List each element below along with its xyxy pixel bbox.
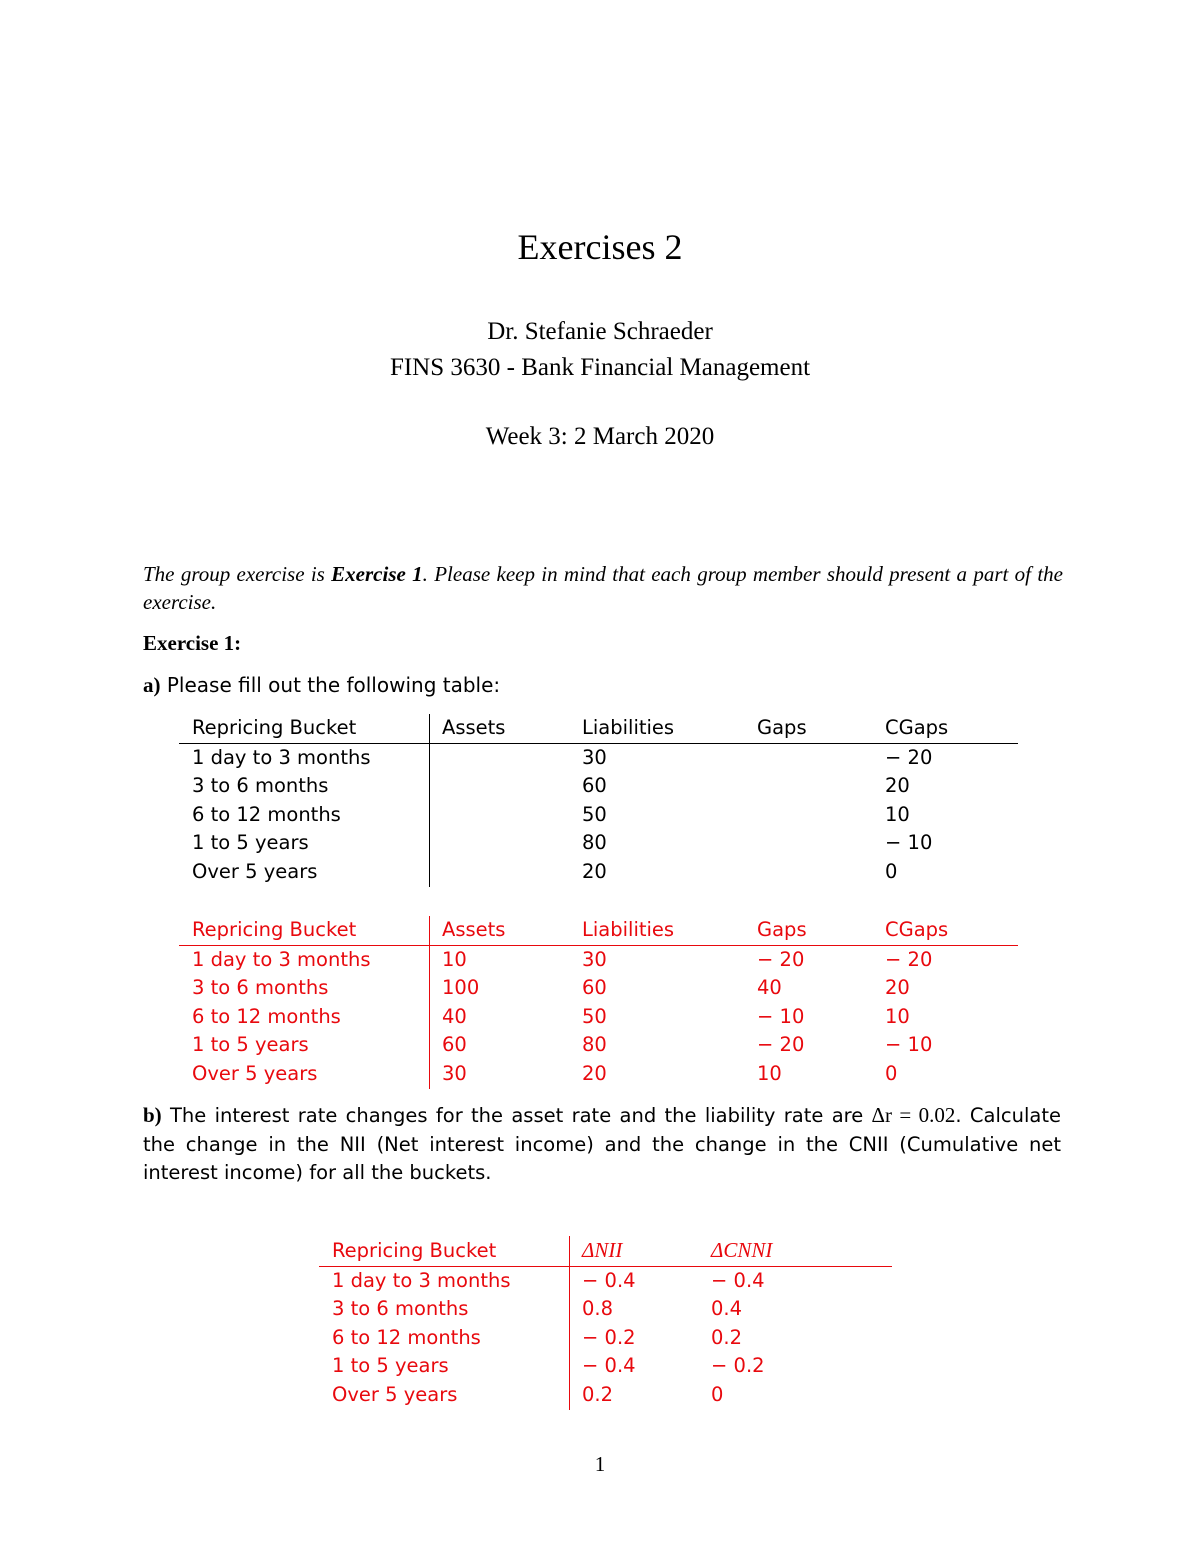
cell-cgaps: 0	[885, 1061, 898, 1085]
cell-repricing-bucket: 6 to 12 months	[319, 1324, 570, 1353]
cell-gaps: − 10	[757, 1004, 805, 1028]
table-header-row	[179, 916, 1018, 945]
cell-cgaps: − 10	[885, 831, 933, 855]
table-row	[319, 1266, 892, 1295]
cell-liabilities: 50	[582, 802, 607, 826]
cell-gaps: − 20	[757, 947, 805, 971]
cell-liabilities: 80	[582, 1033, 607, 1057]
cell-cgaps: − 20	[885, 745, 933, 769]
table-row	[179, 772, 1018, 801]
cell-liabilities: 30	[582, 745, 607, 769]
part-b-formula: Δr = 0.02	[871, 1103, 956, 1127]
header-assets: Assets	[430, 714, 583, 743]
cell-repricing-bucket: 1 day to 3 months	[179, 945, 430, 974]
table-row	[179, 974, 1018, 1003]
cell-repricing-bucket: Over 5 years	[179, 858, 430, 887]
page-number: 1	[594, 1452, 606, 1476]
cell-repricing-bucket: 1 to 5 years	[319, 1352, 570, 1381]
cell-gaps	[757, 858, 885, 887]
document-title: Exercises 2	[517, 227, 683, 267]
header-gaps: Gaps	[757, 714, 885, 743]
cell-cgaps: 10	[885, 1004, 910, 1028]
part-b-text-before: The interest rate changes for the asset rate and the liability rate are	[161, 1104, 872, 1127]
cell-repricing-bucket: 1 to 5 years	[179, 829, 430, 858]
table-header-row	[319, 1236, 892, 1266]
cell-delta-nii: 0.2	[582, 1382, 614, 1406]
cell-liabilities: 30	[582, 947, 607, 971]
cell-delta-nii: − 0.4	[582, 1354, 636, 1378]
part-b-label: b)	[143, 1103, 162, 1127]
cell-assets	[430, 801, 583, 830]
header-gaps: Gaps	[757, 916, 885, 945]
cell-delta-cnni: 0.4	[711, 1297, 743, 1321]
cell-repricing-bucket: 1 day to 3 months	[179, 743, 430, 772]
cell-assets: 40	[442, 1004, 467, 1028]
nii-solution-table	[319, 1236, 892, 1410]
part-b-prompt	[143, 1101, 1061, 1188]
author-name: Dr. Stefanie Schraeder	[487, 318, 713, 345]
header-assets: Assets	[430, 916, 583, 945]
cell-assets	[430, 772, 583, 801]
header-delta-nii: ΔNII	[582, 1238, 623, 1262]
cell-cgaps: − 10	[885, 1033, 933, 1057]
cell-assets: 60	[442, 1033, 467, 1057]
intro-text-bold: Exercise 1	[331, 562, 423, 586]
cell-delta-cnni: − 0.2	[711, 1354, 765, 1378]
cell-delta-cnni: 0	[711, 1382, 724, 1406]
cell-cgaps: 20	[885, 774, 910, 798]
cell-liabilities: 60	[582, 774, 607, 798]
table-row	[179, 945, 1018, 974]
cell-liabilities: 50	[582, 1004, 607, 1028]
cell-liabilities: 20	[582, 1061, 607, 1085]
intro-text-before: The group exercise is	[143, 562, 332, 586]
cell-repricing-bucket: 1 to 5 years	[179, 1031, 430, 1060]
table-row	[319, 1324, 892, 1353]
course-name: FINS 3630 - Bank Financial Management	[389, 354, 811, 381]
cell-delta-cnni: − 0.4	[711, 1268, 765, 1292]
table-row	[179, 1060, 1018, 1089]
cell-repricing-bucket: 3 to 6 months	[319, 1295, 570, 1324]
cell-liabilities: 60	[582, 976, 607, 1000]
part-a-prompt	[143, 673, 500, 698]
cell-repricing-bucket: 3 to 6 months	[179, 772, 430, 801]
table-row	[179, 801, 1018, 830]
table-row	[319, 1381, 892, 1410]
cell-assets	[430, 858, 583, 887]
cell-delta-nii: 0.8	[582, 1297, 614, 1321]
intro-paragraph	[143, 560, 1063, 616]
cell-repricing-bucket: 3 to 6 months	[179, 974, 430, 1003]
repricing-gap-question-table	[179, 714, 1018, 887]
header-repricing-bucket: Repricing Bucket	[319, 1236, 570, 1266]
cell-gaps: 40	[757, 976, 782, 1000]
table-row	[319, 1352, 892, 1381]
table-row	[179, 743, 1018, 772]
table-row	[179, 1003, 1018, 1032]
header-repricing-bucket: Repricing Bucket	[179, 916, 430, 945]
cell-liabilities: 80	[582, 831, 607, 855]
cell-assets	[430, 829, 583, 858]
header-repricing-bucket: Repricing Bucket	[179, 714, 430, 743]
table-row	[179, 829, 1018, 858]
header-cgaps: CGaps	[885, 916, 1018, 945]
cell-assets: 30	[442, 1061, 467, 1085]
cell-liabilities: 20	[582, 859, 607, 883]
part-a-text: Please fill out the following table:	[160, 673, 501, 697]
cell-delta-cnni: 0.2	[711, 1325, 743, 1349]
week-date: Week 3: 2 March 2020	[485, 423, 715, 450]
header-cgaps: CGaps	[885, 714, 1018, 743]
header-delta-cnni: ΔCNNI	[711, 1238, 773, 1262]
cell-gaps	[757, 743, 885, 772]
cell-repricing-bucket: 6 to 12 months	[179, 1003, 430, 1032]
cell-assets: 10	[442, 947, 467, 971]
intro-text-after: . Please keep in mind that each group member should present a part of the exercise.	[143, 562, 1063, 614]
cell-gaps	[757, 772, 885, 801]
table-row	[179, 1031, 1018, 1060]
exercise-1-heading: Exercise 1:	[143, 631, 242, 655]
header-liabilities: Liabilities	[582, 916, 757, 945]
table-row	[319, 1295, 892, 1324]
part-b-text-after: . Calculate the change in the NII (Net interest income) and the change in the CNII (Cumulative net interest income) for all the buckets.	[143, 1104, 1061, 1184]
repricing-gap-solution-table	[179, 916, 1018, 1089]
cell-assets: 100	[442, 976, 480, 1000]
cell-repricing-bucket: 1 day to 3 months	[319, 1266, 570, 1295]
cell-gaps: 10	[757, 1061, 782, 1085]
cell-cgaps: 0	[885, 859, 898, 883]
cell-cgaps: − 20	[885, 947, 933, 971]
cell-repricing-bucket: Over 5 years	[179, 1060, 430, 1089]
part-a-label: a)	[143, 673, 161, 697]
table-row	[179, 858, 1018, 887]
table-header-row	[179, 714, 1018, 743]
header-liabilities: Liabilities	[582, 714, 757, 743]
cell-gaps: − 20	[757, 1033, 805, 1057]
cell-delta-nii: − 0.4	[582, 1268, 636, 1292]
cell-gaps	[757, 829, 885, 858]
cell-repricing-bucket: 6 to 12 months	[179, 801, 430, 830]
cell-repricing-bucket: Over 5 years	[319, 1381, 570, 1410]
cell-cgaps: 20	[885, 976, 910, 1000]
cell-gaps	[757, 801, 885, 830]
cell-cgaps: 10	[885, 802, 910, 826]
cell-delta-nii: − 0.2	[582, 1325, 636, 1349]
cell-assets	[430, 743, 583, 772]
